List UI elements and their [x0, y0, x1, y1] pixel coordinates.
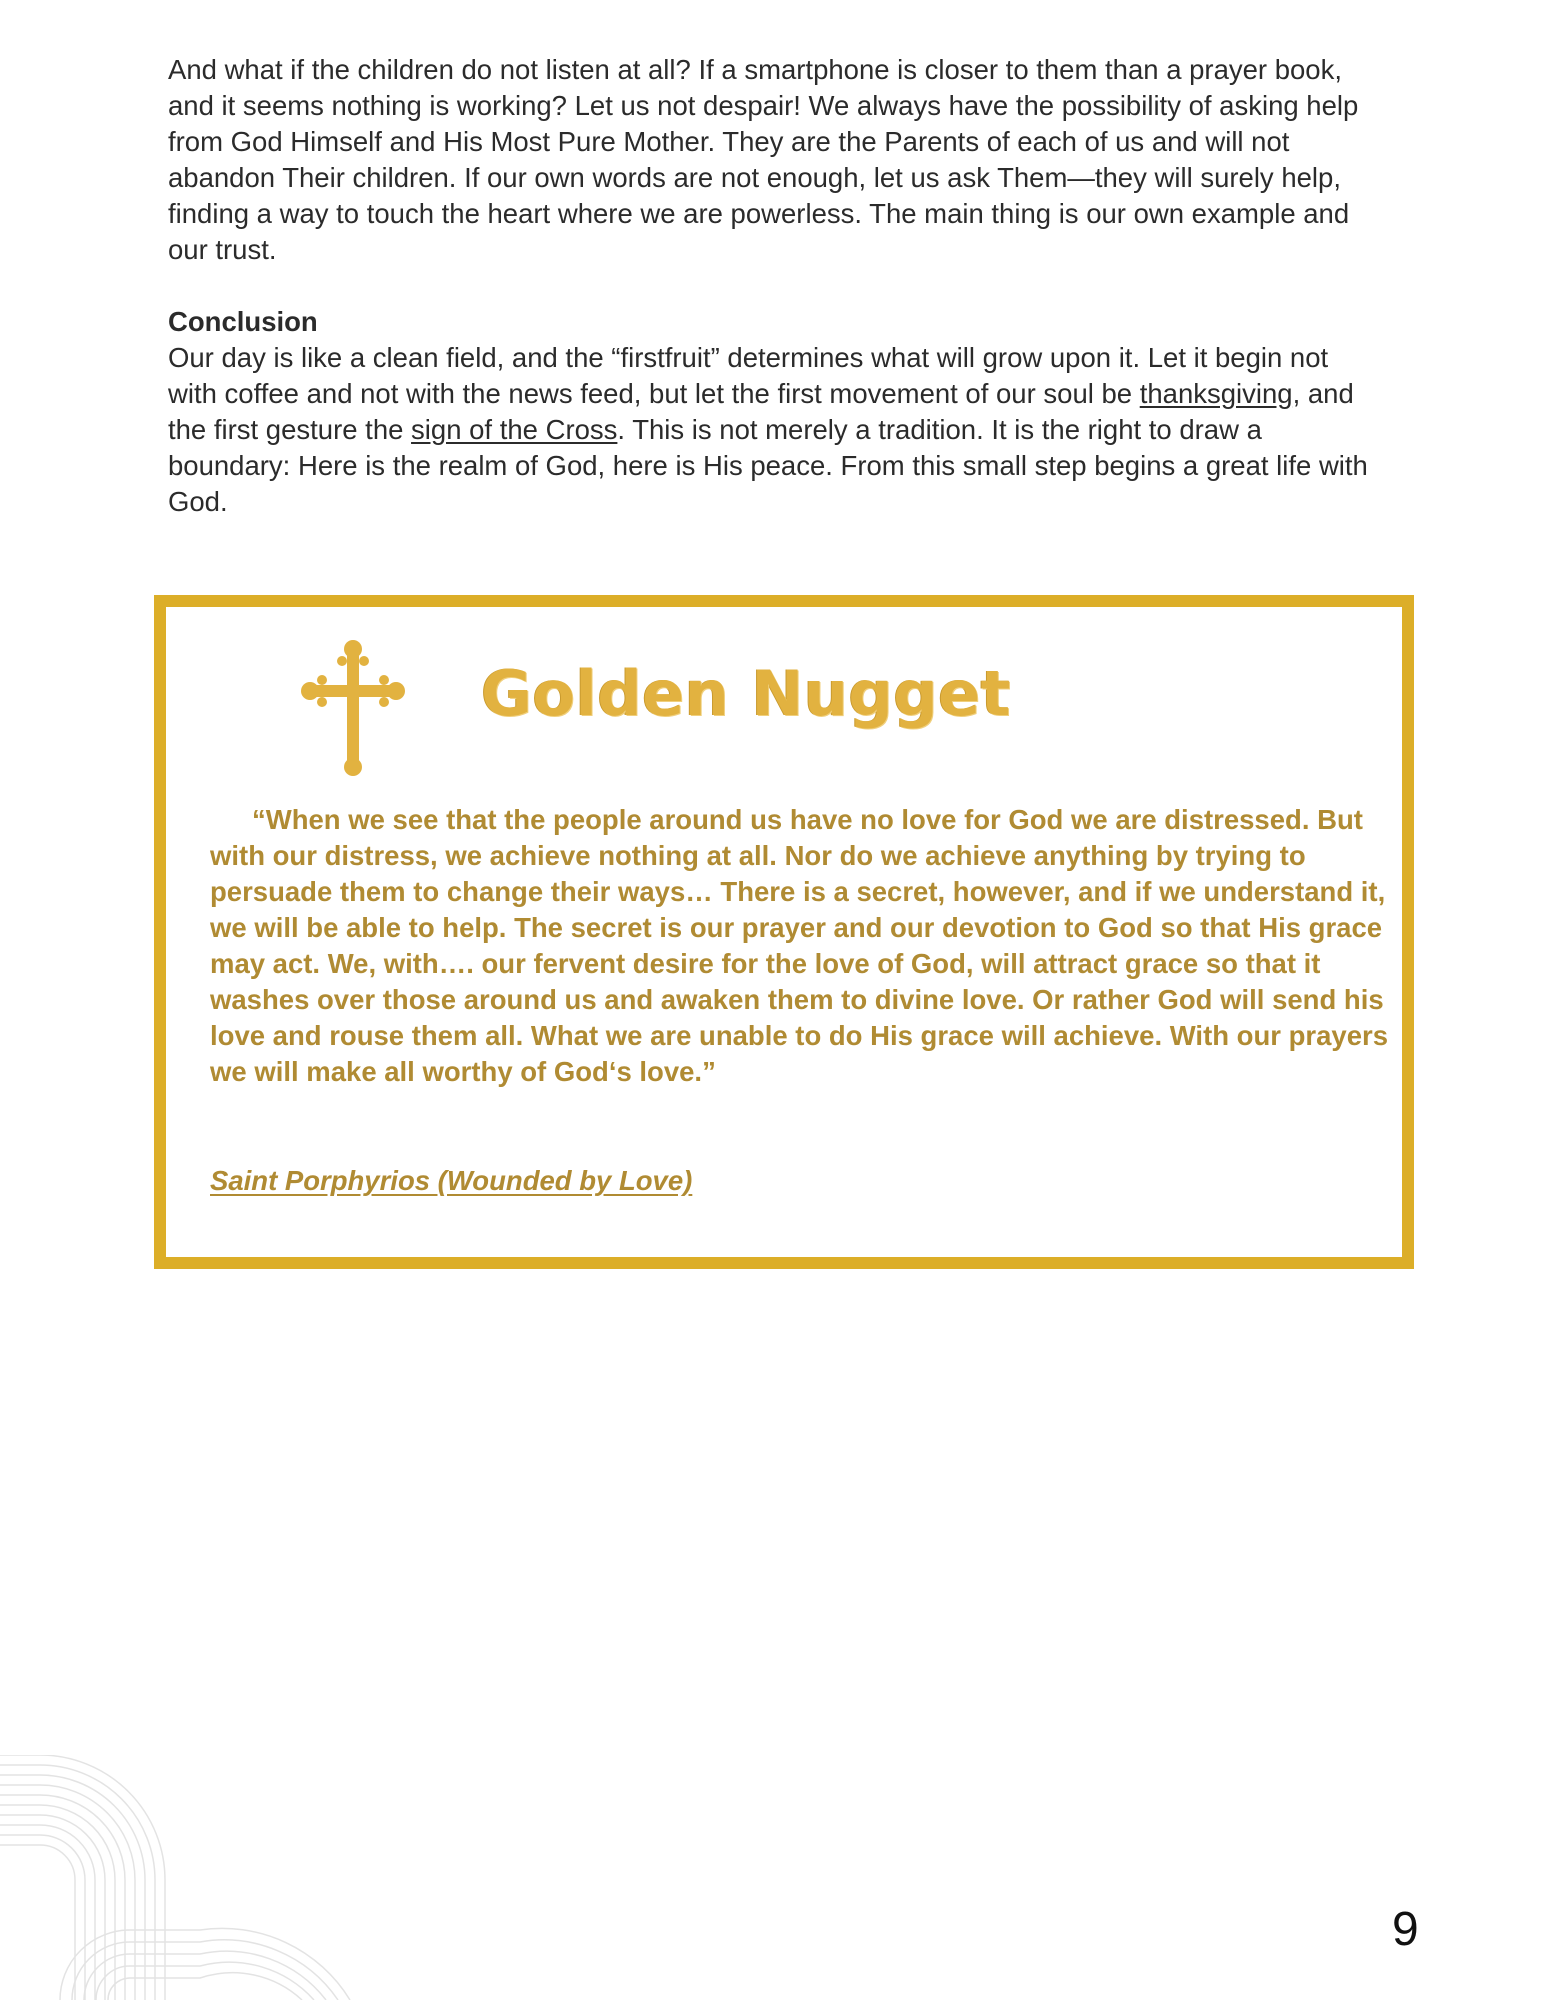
- golden-nugget-box: [154, 595, 1414, 1269]
- conclusion-heading: Conclusion: [168, 306, 318, 337]
- orthodox-cross-icon: [300, 639, 406, 777]
- nugget-quote: “When we see that the people around us have no love for God we are distressed. But with our distress, we achieve nothing at all. Nor do we achieve anything by trying to persuade them to change their ways… There is a secret, however, and if we understand it, we will be able to help. The secret is our prayer and our devotion to God so that His grace may act. We, with…. our fervent desire for the love of God, will attract grace so that it washes over those around us and awaken them to divine love. Or rather God will send his love and rouse them all. What we are unable to do His grace will achieve. With our prayers we will make all worthy of God‘s love.”: [210, 804, 1388, 1087]
- page-number: 9: [1392, 1903, 1419, 1956]
- quote-attribution-link[interactable]: Saint Porphyrios (Wounded by Love): [210, 1165, 693, 1196]
- thanksgiving-link[interactable]: thanksgiving: [1139, 378, 1293, 409]
- conclusion-text-2: , and the first gesture the: [168, 378, 1354, 445]
- body-paragraph: And what if the children do not listen at all? If a smartphone is closer to them than a prayer book, and it seems nothing is working? Let us not despair! We always have the possibility of asking help from God Himself and His Most Pure Mother. They are the Parents of each of us and will not abandon Their children. If our own words are not enough, let us ask Them—they will surely help, finding a way to touch the heart where we are powerless. The main thing is our own example and our trust.: [168, 54, 1359, 265]
- conclusion-text-3: . This is not merely a tradition. It is the right to draw a boundary: Here is the realm of God, here is His peace. From this small step begins a great life with God.: [168, 414, 1368, 517]
- sign-of-the-cross-link[interactable]: sign of the Cross: [411, 414, 618, 445]
- conclusion-text-1: Our day is like a clean field, and the “firstfruit” determines what will grow upon it. Let it begin not with coffee and not with the news feed, but let the first movement of our soul be: [168, 342, 1329, 409]
- decorative-lines-graphic: [0, 1755, 360, 2000]
- golden-nugget-title: Golden Nugget: [481, 657, 1011, 730]
- conclusion-paragraph: [168, 340, 1383, 520]
